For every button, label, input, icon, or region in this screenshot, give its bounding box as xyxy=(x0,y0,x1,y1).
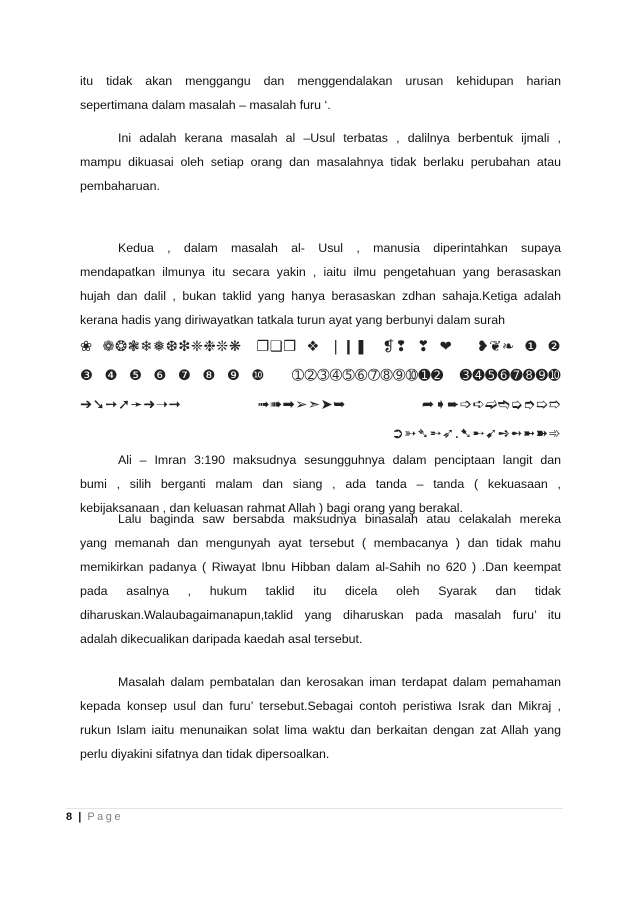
text-line: mendapatkan ilmunya itu secara yakin , iaitu ilmu pengetahuan yang berasaskan xyxy=(80,265,561,279)
text-line: Ali – Imran 3:190 maksudnya sesungguhnya dalam penciptaan langit dan xyxy=(118,453,561,467)
text-line: diharuskan.Walaubagaimanapun,taklid yang diharuskan pada masalah furu’ itu xyxy=(80,608,561,622)
arabic-verse-glyphs xyxy=(80,333,561,449)
page-label: Page xyxy=(87,811,124,823)
page-number: 8 xyxy=(66,811,73,823)
page-footer xyxy=(66,811,123,823)
paragraph-3 xyxy=(80,236,561,332)
text-line: pembaharuan. xyxy=(80,179,160,193)
text-line: kebijaksanaan , dan keluasan rahmat Allah ) bagi orang yang berakal. xyxy=(80,501,463,515)
text-line: mampu dikuasai oleh setiap orang dan masalahnya tidak berlaku perubahan atau xyxy=(80,155,561,169)
text-line: rukun Islam iaitu menunaikan solat lima waktu dan berkaitan dengan zat Allah yang xyxy=(80,723,561,737)
glyph-line: ❸❹❺❻❼❽❾❿ ➀➁➂➃➄➅➆➇➈➉➊➋ ➌➍➎➏➐➑➒➓ xyxy=(80,368,561,384)
text-line: hujah dan dalil , bukan taklid yang hanya berasaskan zdhan sahaja.Ketiga adalah xyxy=(80,289,561,303)
text-line: kerana hadis yang diriwayatkan tatkala turun ayat yang berbunyi dalam surah xyxy=(80,313,505,327)
text-line: memikirkan padanya ( Riwayat Ibnu Hibban dalam al-Sahih no 620 ) .Dan keempat xyxy=(80,560,561,574)
footer-separator: | xyxy=(78,811,82,823)
glyph-line: ➔➘➙➚➛➜➝➞ ➟➠➡➢➣➤➥ ➦➧➨➩➪➫➬➭➮➯➱ xyxy=(80,397,561,413)
text-line: Lalu baginda saw bersabda maksudnya binasalah atau celakalah mereka xyxy=(118,512,561,526)
text-line: itu tidak akan menggangu dan menggendalakan urusan kehidupan harian xyxy=(80,74,561,88)
paragraph-2 xyxy=(80,126,561,198)
text-line: pada asalnya , hukum taklid itu dicela oleh Syarak dan tidak xyxy=(80,584,561,598)
glyph-line: ➲➳➴➵➶.➷➸➹➺➻➼➽➾ xyxy=(391,426,561,442)
text-line: Ini adalah kerana masalah al –Usul terbatas , dalilnya berbentuk ijmali , xyxy=(118,131,561,145)
text-line: Masalah dalam pembatalan dan kerosakan iman terdapat dalam pemahaman xyxy=(118,675,561,689)
text-line: Kedua , dalam masalah al- Usul , manusia diperintahkan supaya xyxy=(118,241,561,255)
text-line: bumi , silih berganti malam dan siang , ada tanda – tanda ( kekuasaan , xyxy=(80,477,561,491)
paragraph-5 xyxy=(80,507,561,651)
glyph-line: ❀❁❂❃❄❅❆❇❈❉❊❋ ❐❑❒❖❘❙❚ ❡❢❣❤ ❥❦❧❶❷ xyxy=(80,339,561,355)
paragraph-6 xyxy=(80,670,561,766)
footer-divider xyxy=(66,808,563,809)
paragraph-1 xyxy=(80,69,561,117)
text-line: yang memanah dan mengunyah ayat tersebut ( membacanya ) dan tidak mahu xyxy=(80,536,561,550)
text-line: perlu diyakini sifatnya dan tidak dipersoalkan. xyxy=(80,747,330,761)
text-line: adalah dikecualikan daripada kaedah asal tersebut. xyxy=(80,632,363,646)
text-line: sepertimana dalam masalah – masalah furu ‘. xyxy=(80,98,331,112)
text-line: kepada konsep usul dan furu’ tersebut.Sebagai contoh peristiwa Israk dan Mikraj , xyxy=(80,699,561,713)
